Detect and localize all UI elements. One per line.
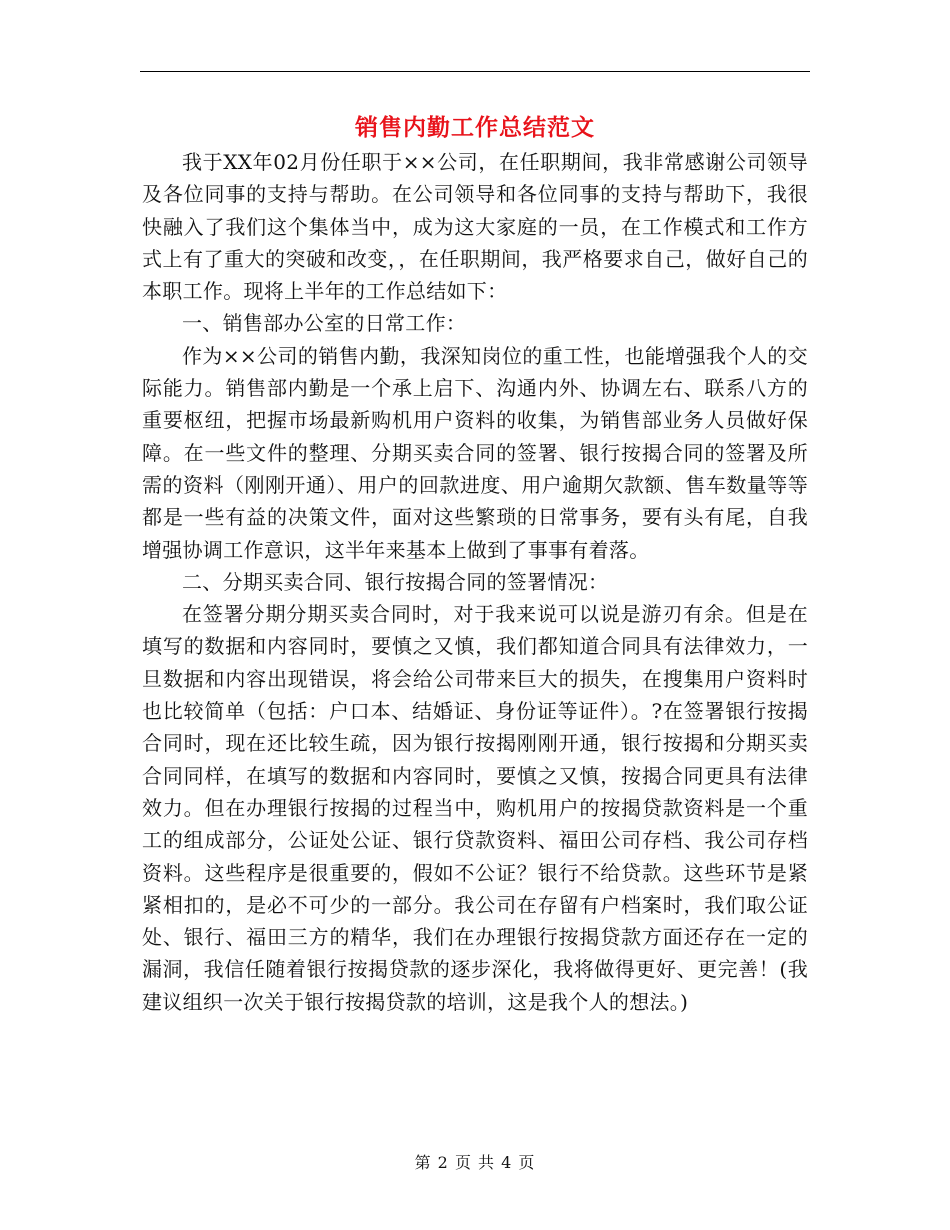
document-body xyxy=(142,146,808,1018)
document-title: 销售内勤工作总结范文 xyxy=(355,114,595,141)
page-footer: 第 2 页 共 4 页 xyxy=(414,1153,536,1172)
section-heading-1: 一、销售部办公室的日常工作： xyxy=(182,311,467,336)
paragraph-section-2: 在签署分期分期买卖合同时，对于我来说可以说是游刃有余。但是在填写的数据和内容同时，要慎之又慎，我们都知道合同具有法律效力，一旦数据和内容出现错误，将会给公司带来巨大的损失，在搜集用户资料时也比较简单（包括：户口本、结婚证、身份证等证件）。?在签署银行按揭合同时，现在还比较生疏，因为银行按揭刚刚开通，银行按揭和分期买卖合同同样，在填写的数据和内容同时，要慎之又慎，按揭合同更具有法律效力。但在办理银行按揭的过程当中，购机用户的按揭贷款资料是一个重工的组成部分，公证处公证、银行贷款资料、福田公司存档、我公司存档资料。这些程序是很重要的，假如不公证？银行不给贷款。这些环节是紧紧相扣的，是必不可少的一部分。我公司在存留有户档案时，我们取公证处、银行、福田三方的精华，我们在办理银行按揭贷款方面还存在一定的漏洞，我信任随着银行按揭贷款的逐步深化，我将做得更好、更完善！(我建议组织一次关于银行按揭贷款的培训，这是我个人的想法。) xyxy=(142,602,808,1014)
paragraph-intro: 我于XX年02月份任职于××公司，在任职期间，我非常感谢公司领导及各位同事的支持与帮助。在公司领导和各位同事的支持与帮助下，我很快融入了我们这个集体当中，成为这大家庭的一员，在工作模式和工作方式上有了重大的突破和改变，，在任职期间，我严格要求自己，做好自己的本职工作。现将上半年的工作总结如下： xyxy=(142,150,808,304)
header-rule xyxy=(140,71,810,72)
paragraph-section-1: 作为××公司的销售内勤，我深知岗位的重工性，也能增强我个人的交际能力。销售部内勤是一个承上启下、沟通内外、协调左右、联系八方的重要枢纽，把握市场最新购机用户资料的收集，为销售部业务人员做好保障。在一些文件的整理、分期买卖合同的签署、银行按揭合同的签署及所需的资料（刚刚开通）、用户的回款进度、用户逾期欠款额、售车数量等等都是一些有益的决策文件，面对这些繁琐的日常事务，要有头有尾，自我增强协调工作意识，这半年来基本上做到了事事有着落。 xyxy=(142,343,808,562)
section-heading-2: 二、分期买卖合同、银行按揭合同的签署情况： xyxy=(182,569,609,594)
